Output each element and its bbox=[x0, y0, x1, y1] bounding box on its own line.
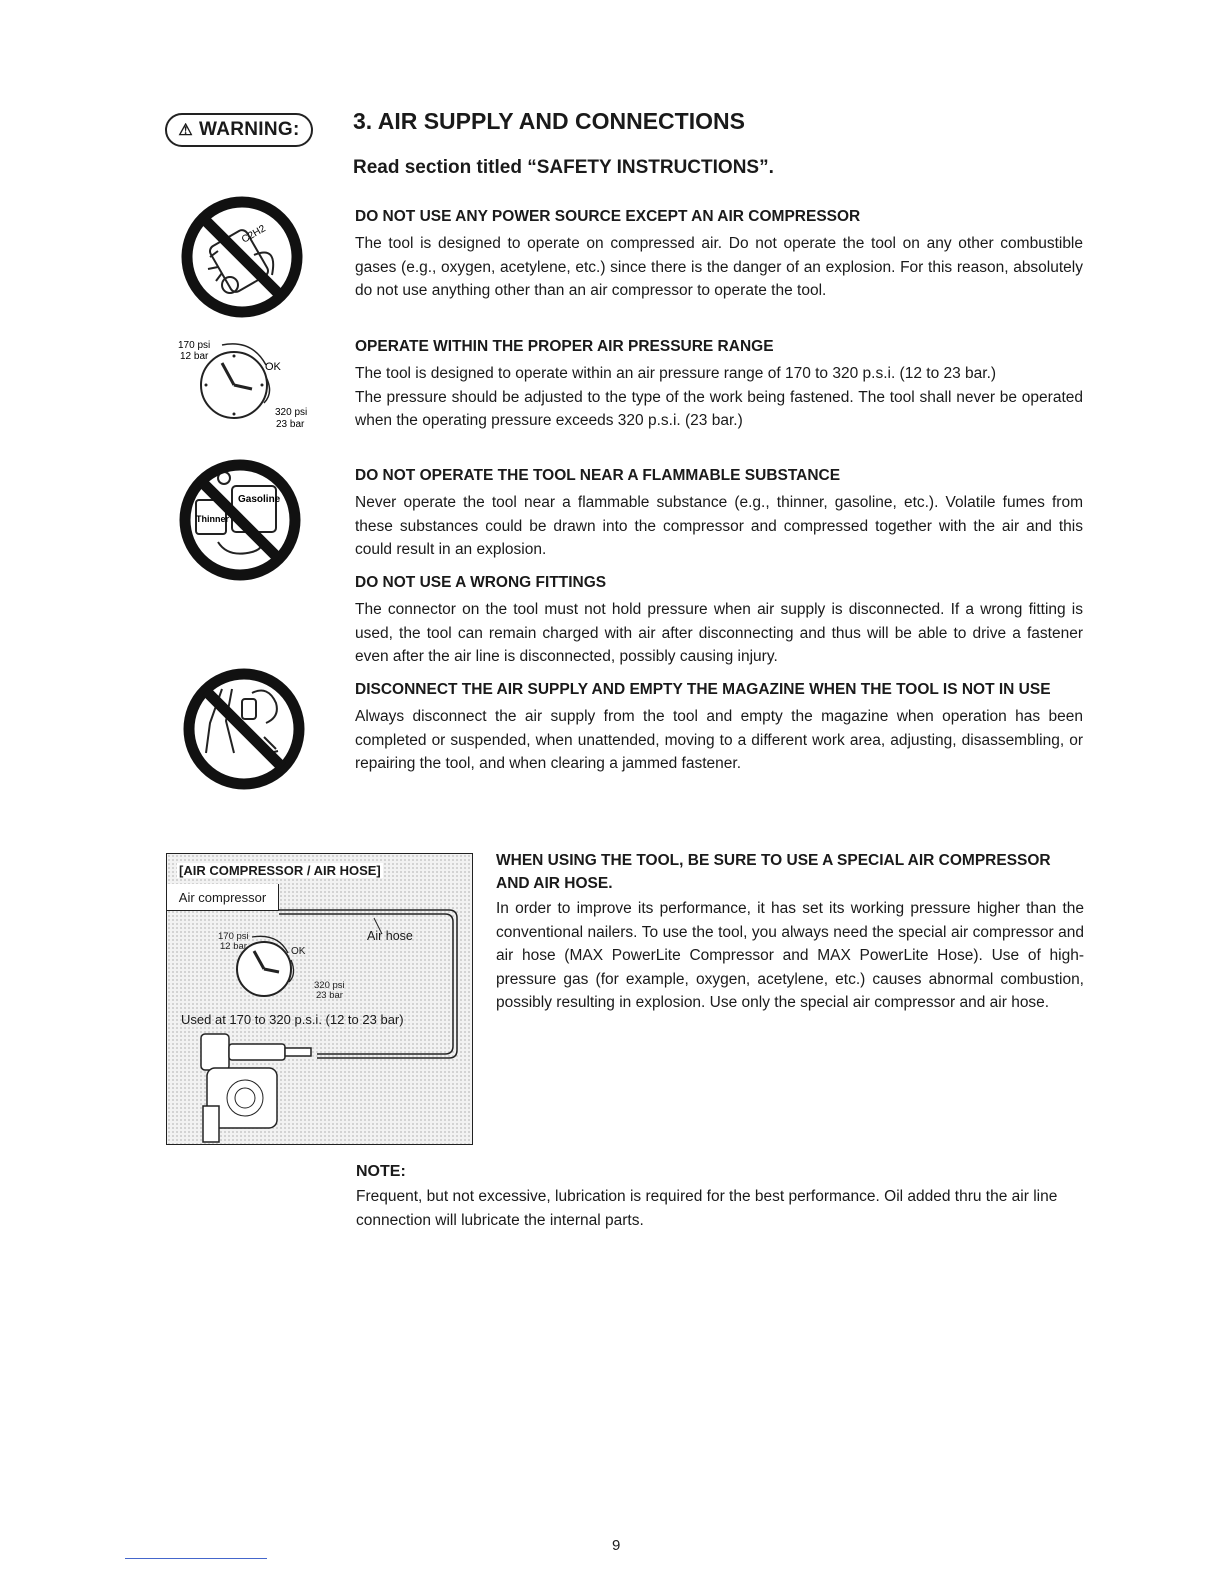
thinner-label: Thinner bbox=[196, 514, 229, 524]
no-flammable-icon bbox=[178, 458, 302, 582]
gas-label: C2H2 bbox=[240, 223, 268, 246]
gasoline-label: Gasoline bbox=[238, 494, 281, 505]
block-power-source bbox=[355, 207, 1083, 303]
diagram-usage-note: Used at 170 to 320 p.s.i. (12 to 23 bar) bbox=[181, 1012, 404, 1027]
warning-label: WARNING: bbox=[199, 119, 300, 140]
block-heading: DO NOT USE A WRONG FITTINGS bbox=[355, 574, 607, 591]
warning-badge bbox=[165, 113, 313, 147]
footer-divider bbox=[125, 1558, 267, 1559]
diagram-gauge-ok: OK bbox=[291, 946, 306, 957]
section-title: 3. AIR SUPPLY AND CONNECTIONS bbox=[353, 108, 745, 134]
page-number: 9 bbox=[612, 1537, 621, 1554]
diagram-title: [AIR COMPRESSOR / AIR HOSE] bbox=[179, 863, 381, 878]
block-pressure-range bbox=[355, 337, 1083, 433]
block-special-compressor bbox=[496, 849, 1084, 1015]
diagram-illustration bbox=[167, 854, 472, 1144]
disconnect-air-icon bbox=[182, 667, 306, 791]
block-text-2: The pressure should be adjusted to the type of the work being fastened. The tool shall never be operated when the operating pressure exceeds 320 p.s.i. (23 bar.) bbox=[355, 388, 1083, 429]
gauge-high-psi: 320 psi bbox=[275, 407, 308, 418]
diagram-hose-label: Air hose bbox=[367, 929, 413, 943]
block-text: The connector on the tool must not hold pressure when air supply is disconnected. If a wrong fitting is used, the tool can remain charged with air after disconnecting and thus will be able to drive a fastener even after the air line is disconnected, possibly causing injury. bbox=[355, 601, 1083, 665]
diagram-gauge-low-bar: 12 bar bbox=[220, 941, 247, 952]
block-heading: WHEN USING THE TOOL, BE SURE TO USE A SPECIAL AIR COMPRESSOR AND AIR HOSE. bbox=[496, 852, 1051, 892]
diagram-compressor-label: Air compressor bbox=[167, 884, 279, 911]
section-subtitle: Read section titled “SAFETY INSTRUCTIONS”. bbox=[353, 157, 774, 178]
diagram-gauge-high-bar: 23 bar bbox=[316, 990, 343, 1001]
warning-triangle-icon: ⚠ bbox=[178, 122, 194, 139]
gauge-ok: OK bbox=[265, 361, 281, 373]
block-heading: DO NOT USE ANY POWER SOURCE EXCEPT AN AIR COMPRESSOR bbox=[355, 208, 861, 225]
no-gas-cylinder-icon bbox=[180, 195, 304, 319]
block-heading: OPERATE WITHIN THE PROPER AIR PRESSURE RANGE bbox=[355, 338, 774, 355]
block-text: Never operate the tool near a flammable substance (e.g., thinner, gasoline, etc.). Volatile fumes from these substances could be drawn into the compressor and compressed together with the air and this could result in an explosion. bbox=[355, 494, 1083, 558]
compressor-hose-diagram bbox=[166, 853, 473, 1145]
pressure-gauge-icon bbox=[172, 333, 322, 443]
gauge-low-bar: 12 bar bbox=[180, 351, 209, 362]
block-heading: DISCONNECT THE AIR SUPPLY AND EMPTY THE MAGAZINE WHEN THE TOOL IS NOT IN USE bbox=[355, 681, 1051, 698]
diagram-gauge-high-psi: 320 psi bbox=[314, 980, 345, 991]
block-wrong-fittings bbox=[355, 573, 1083, 669]
block-text: The tool is designed to operate within an air pressure range of 170 to 320 p.s.i. (12 to 23 bar.) bbox=[355, 365, 997, 382]
gauge-low-psi: 170 psi bbox=[178, 340, 211, 351]
block-text: The tool is designed to operate on compressed air. Do not operate the tool on any other combustible gases (e.g., oxygen, acetylene, etc.) since there is the danger of an explosion. For this reason, absolutely do not use anything other than an air compressor to operate the tool. bbox=[355, 235, 1083, 299]
block-heading: DO NOT OPERATE THE TOOL NEAR A FLAMMABLE SUBSTANCE bbox=[355, 467, 841, 484]
note-title: NOTE: bbox=[356, 1163, 406, 1180]
block-text: Always disconnect the air supply from the tool and empty the magazine when operation has been completed or suspended, when unattended, moving to a different work area, adjusting, disassembling, or repairing the tool, and when clearing a jammed fastener. bbox=[355, 708, 1083, 772]
note-text: Frequent, but not excessive, lubrication is required for the best performance. Oil added thru the air line connection will lubricate the internal parts. bbox=[356, 1188, 1058, 1229]
gauge-high-bar: 23 bar bbox=[276, 419, 305, 430]
block-flammable bbox=[355, 466, 1083, 562]
diagram-gauge-low-psi: 170 psi bbox=[218, 931, 249, 942]
block-disconnect bbox=[355, 680, 1083, 776]
block-text: In order to improve its performance, it has set its working pressure higher than the conventional nailers. To use the tool, you always need the special air compressor and air hose (MAX PowerLite Compressor and MAX PowerLite Hose). Use of high-pressure gas (for example, oxygen, acetylene, etc.) causes abnormal combustion, possibly resulting in explosion. Use only the special air compressor and air hose. bbox=[496, 900, 1084, 1011]
